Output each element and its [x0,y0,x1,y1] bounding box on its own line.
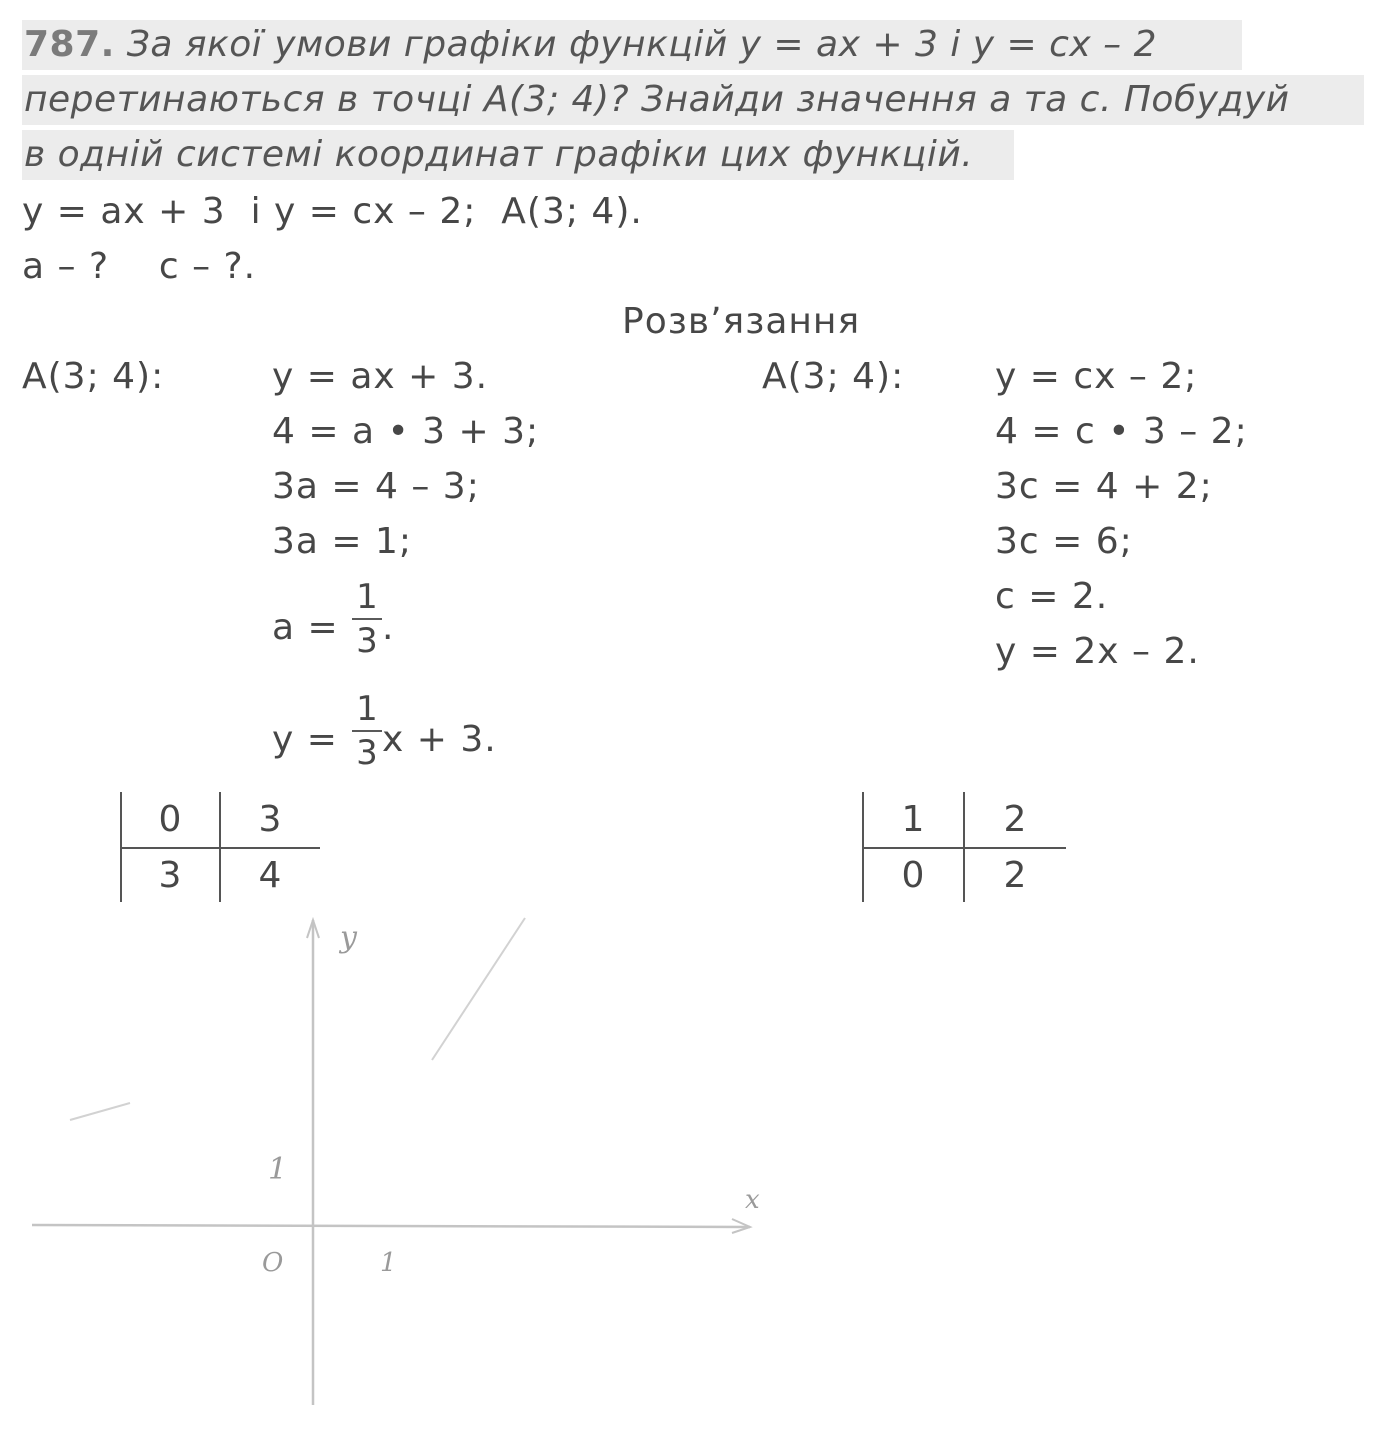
right-table-cell-r2c1: 0 [901,855,925,896]
left-step-1: y = ax + 3. [272,356,489,397]
task-text-3: в одній системі координат графіки цих функцій. [24,134,974,175]
given-line-1: y = ax + 3 і y = cx – 2; A(3; 4). [22,191,643,232]
solution-title: Розв’язання [622,301,861,342]
right-step-3: 3c = 4 + 2; [995,466,1213,507]
left-table-cell-r2c1: 3 [158,855,182,896]
left-point-label: A(3; 4): [22,356,165,397]
right-step-6: y = 2x – 2. [995,631,1200,672]
a-suffix: . [382,607,395,648]
task-line-3 [22,130,1014,180]
task-number: 787. [24,24,115,65]
graph-line-2 [432,918,525,1060]
graph-y-label: y [340,920,357,955]
y-suffix: x + 3. [382,719,497,760]
y-fraction-bar [352,730,382,732]
left-table-cell-r1c2: 3 [258,799,282,840]
y-prefix: y = [272,719,351,760]
a-prefix: a = [272,607,352,648]
left-step-3: 3a = 4 – 3; [272,466,480,507]
graph-x-label: x [745,1185,760,1215]
a-fraction-bar [352,618,382,620]
right-table-cell-r1c1: 1 [901,799,925,840]
a-fraction-numerator: 1 [356,577,378,617]
x-axis-arrow [732,1219,750,1233]
right-table-cell-r1c2: 2 [1003,799,1027,840]
graph-tick-one-x: 1 [380,1248,397,1278]
task-line-2 [22,75,1364,125]
left-step-2: 4 = a • 3 + 3; [272,411,540,452]
y-fraction-denominator: 3 [356,733,378,773]
right-table-hline [862,847,1066,849]
a-fraction [352,577,382,661]
task-line-1 [22,20,1242,70]
a-fraction-denominator: 3 [356,621,378,661]
y-fraction [352,689,382,773]
task-text-2: перетинаються в точці A(3; 4)? Знайди значення a та c. Побудуй [24,79,1290,120]
right-step-1: y = cx – 2; [995,356,1198,397]
graph-line-1 [70,1103,130,1120]
graph-tick-one-y: 1 [268,1152,288,1187]
left-step-4: 3a = 1; [272,521,413,562]
graph-origin-label: O [262,1248,284,1278]
task-text-1: За якої умови графіки функцій y = ax + 3 і y = cx – 2 [126,24,1157,65]
x-axis [32,1225,750,1227]
y-axis-arrow [307,920,319,938]
left-table-cell-r1c1: 0 [158,799,182,840]
right-step-2: 4 = c • 3 – 2; [995,411,1248,452]
left-table-hline [120,847,320,849]
y-fraction-numerator: 1 [356,689,378,729]
right-step-4: 3c = 6; [995,521,1133,562]
right-step-5: c = 2. [995,576,1109,617]
right-point-label: A(3; 4): [762,356,905,397]
right-table-cell-r2c2: 2 [1003,855,1027,896]
left-table-cell-r2c2: 4 [258,855,282,896]
given-line-2: a – ? c – ?. [22,246,257,287]
